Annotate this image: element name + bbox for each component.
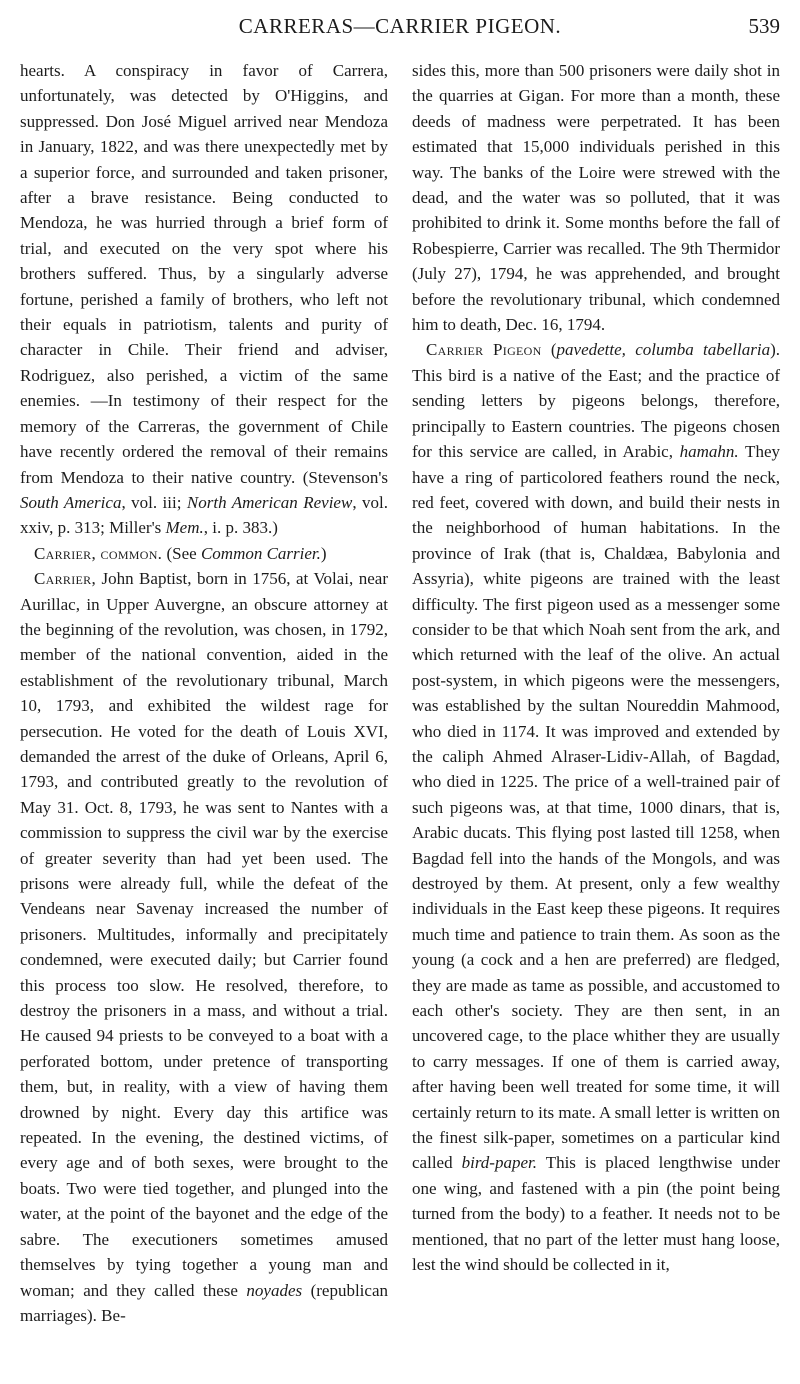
italic-title: South America [20,492,122,512]
entry-carrier-pigeon [412,337,780,1277]
entry-heading: Carrier Pigeon [426,340,542,360]
italic-title: North American Review [186,492,353,512]
text-run: sides this, more than 500 prisoners were daily shot in the quarries at Gigan. For more than a month, these deeds of madness were perpetrated. It has been estimated that 15,000 individuals perished in this way. The banks of the Loire were strewed with the dead, and the water was so polluted, that it was prohibited to drink it. Some months before the fall of Robespierre, Carrier was recalled. The 9th Thermidor (July 27), 1794, he was apprehended, and brought before the revolutionary tribunal, which condemned him to death, Dec. 16, 1794. [412,61,780,335]
cross-reference: Common Carrier. [200,543,321,563]
text-run: They have a ring of particolored feathers round the neck, red feet, covered with down, and build their nests in the neighborhood of human habitations. In the province of Irak (that is, Chaldæa, Babylonia and Assyria), white pigeons are trained with the least difficulty. The first pigeon used as a messenger some consider to be that which Noah sent from the ark, and which returned with the leaf of the olive. An actual post-system, in which pigeons were the messengers, was established by the sultan Noureddin Mahmood, who died in 1174. It was improved and extended by the caliph Ahmed Alraser-Lidiv-Allah, of Bagdad, who died in 1225. The price of a well-trained pair of such pigeons was, at that time, 1000 dinars, that is, Arabic ducats. This flying post lasted till 1258, when Bagdad fell into the hands of the Mongols, and was destroyed by them. At present, only a few wealthy individuals in the East keep these pigeons. It requires much time and patience to train them. As soon as the young (a cock and a hen are preferred) are fledged, they are made as tame as possible, and accustomed to each other's society. They are then sent, in an uncovered cage, to the place whither they are usually to carry messages. If one of them is carried away, after having been well treated for some time, it will certainly return to its mate. A small letter is written on the finest silk-paper, sometimes on a particular kind called [412,442,780,1173]
italic-term: bird-paper. [461,1153,537,1173]
italic-title: Mem. [165,518,204,538]
text-run: , vol. iii; [121,492,187,512]
paragraph-carreras-end [20,58,388,541]
text-run: ( [541,340,557,360]
italic-term: hamahn. [679,442,739,462]
text-run: ). This bird is a native of the East; and the practice of sending letters by pigeons belongs, therefore, principally to Eastern countries. The pigeons chosen for this service are called, in Arabic, [412,340,780,462]
text-run: hearts. A conspiracy in favor of Carrera, unfortunately, was detected by O'Higgins, and suppressed. Don José Miguel arrived near Mendoza in January, 1822, and was there unexpectedly met by a superior force, and surrounded and taken prisoner, after a brave resistance. Being conducted to Mendoza, he was hurried through a brief form of trial, and executed on the very spot where his brothers suffered. Thus, by a singularly adverse fortune, perished a family of brothers, who left not their equals in patriotism, talents and purity of character in Chile. Their friend and adviser, Rodriguez, also perished, a victim of the same enemies. —In testimony of their respect for the memory of the Carreras, the government of Chile have recently ordered the removal of their remains from Mendoza to their native country. (Stevenson's [20,61,388,487]
entry-heading: Carrier, [34,569,96,589]
entry-carrier-john-baptist [20,566,388,1328]
paragraph-carrier-continued [412,58,780,337]
text-run: This is placed lengthwise under one wing, and fastened with a pin (the point being turned from the body) to a feather. It needs not to be mentioned, that no part of the letter must hang loose, lest the wind should be collected in it, [412,1153,780,1275]
text-run: , vol. xxiv, p. 313; Miller's [20,492,388,538]
left-column [20,58,388,1328]
running-head: CARRERAS—CARRIER PIGEON. [238,14,562,38]
right-column [412,58,780,1328]
italic-term: noyades [246,1280,303,1300]
page-number: 539 [748,14,780,38]
entry-carrier-common [20,541,388,566]
text-columns [20,58,780,1328]
text-run: , i. p. 383.) [203,518,278,538]
text-run: John Baptist, born in 1756, at Volai, near Aurillac, in Upper Auvergne, an obscure attorney at the beginning of the revolution, was chosen, in 1792, member of the national convention, aided in the establishment of the revolutionary tribunal, March 10, 1793, and exhibited the wildest rage for persecution. He voted for the death of Louis XVI, demanded the arrest of the duke of Orleans, April 6, 1793, and contributed greatly to the revolution of May 31. Oct. 8, 1793, he was sent to Nantes with a commission to suppress the civil war by the exercise of greater severity than had yet been used. The prisons were already full, while the defeat of the Vendeans near Savenay increased the number of prisoners. Multitudes, informally and precipitately condemned, were executed daily; but Carrier found this process too slow. He resolved, therefore, to destroy the prisoners in a mass, and without a trial. He caused 94 priests to be conveyed to a boat with a perforated bottom, under pretence of transporting them, but, in reality, with a view of having them drowned by night. Every day this artifice was repeated. In the evening, the destined victims, of every age and of both sexes, were brought to the boats. Two were tied together, and plunged into the water, at the point of the bayonet and the edge of the sabre. The executioners sometimes amused themselves by tying together a young man and woman; and they called these [20,569,388,1300]
text-run: (See [162,543,201,563]
entry-heading: Carrier, common. [34,543,163,563]
text-run: ) [320,543,327,563]
text-run: (republican marriages). Be- [20,1280,388,1325]
page-header [20,6,780,46]
italic-latin-name: pavedette, columba tabellaria [556,340,771,360]
